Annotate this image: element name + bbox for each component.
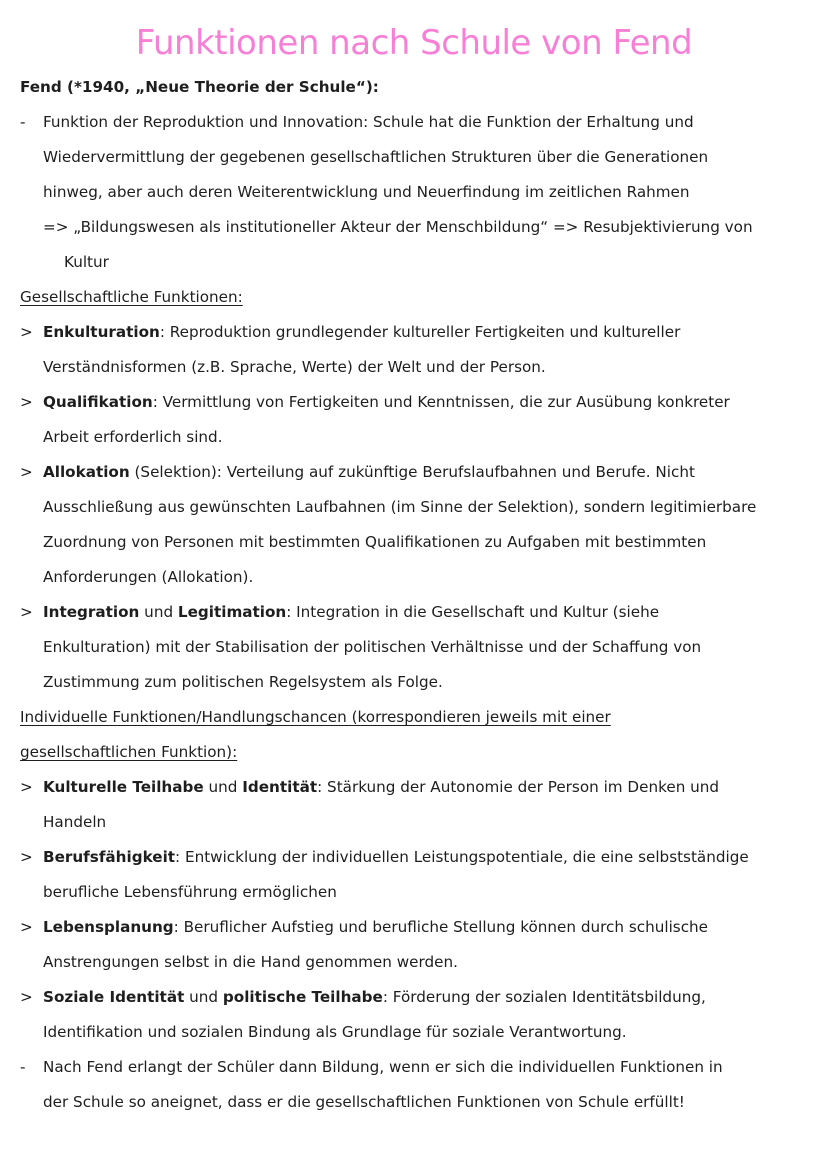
list-marker: > (20, 463, 33, 481)
list-item-first-line (43, 916, 708, 938)
conclusion-line: der Schule so aneignet, dass er die gesellschaftlichen Funktionen von Schule erfüllt! (43, 1093, 685, 1111)
term-joiner: und (184, 988, 223, 1006)
list-item-first-line (43, 776, 719, 798)
term-text: : Vermittlung von Fertigkeiten und Kenntnissen, die zur Ausübung konkreter (152, 393, 730, 411)
term: Legitimation (177, 603, 287, 621)
term: Enkulturation (43, 323, 160, 341)
term-text: : Beruflicher Aufstieg und berufliche Stellung können durch schulische (173, 918, 709, 936)
list-item-line: Verständnisformen (z.B. Sprache, Werte) der Welt und der Person. (43, 358, 546, 376)
intro-line: Funktion der Reproduktion und Innovation: Schule hat die Funktion der Erhaltung und (43, 113, 694, 131)
list-item-first-line (43, 321, 680, 343)
term-joiner: und (203, 778, 243, 796)
conclusion-marker: - (20, 1058, 26, 1076)
term: Integration (43, 603, 140, 621)
term: Allokation (43, 463, 130, 481)
term: politische Teilhabe (222, 988, 383, 1006)
list-item-line: Identifikation und sozialen Bindung als Grundlage für soziale Verantwortung. (43, 1023, 627, 1041)
term-text: : Reproduktion grundlegender kultureller Fertigkeiten und kultureller (159, 323, 681, 341)
list-item-line: berufliche Lebensführung ermöglichen (43, 883, 337, 901)
list-item-line: Anforderungen (Allokation). (43, 568, 254, 586)
list-marker: > (20, 393, 33, 411)
intro-line: hinweg, aber auch deren Weiterentwicklung und Neuerfindung im zeitlichen Rahmen (43, 183, 690, 201)
list-marker: > (20, 603, 33, 621)
list-item-line: Zustimmung zum politischen Regelsystem als Folge. (43, 673, 443, 691)
list-marker: > (20, 988, 33, 1006)
intro-marker: - (20, 113, 26, 131)
heading: Fend (*1940, „Neue Theorie der Schule“): (20, 78, 379, 96)
term: Berufsfähigkeit (43, 848, 176, 866)
term-text: : Förderung der sozialen Identitätsbildung, (382, 988, 706, 1006)
term-text: : Entwicklung der individuellen Leistungspotentiale, die eine selbstständige (175, 848, 749, 866)
list-marker: > (20, 778, 33, 796)
list-marker: > (20, 323, 33, 341)
page-title: Funktionen nach Schule von Fend (135, 23, 693, 63)
list-item-line: Enkulturation) mit der Stabilisation der politischen Verhältnisse und der Schaffung von (43, 638, 702, 656)
list-item-first-line (43, 601, 659, 623)
list-item-first-line (43, 461, 695, 483)
societal-heading: Gesellschaftliche Funktionen: (20, 288, 243, 306)
list-item-first-line (43, 986, 706, 1008)
term: Identität (242, 778, 318, 796)
list-marker: > (20, 848, 33, 866)
list-item-line: Zuordnung von Personen mit bestimmten Qualifikationen zu Aufgaben mit bestimmten (43, 533, 707, 551)
term-text: (Selektion): Verteilung auf zukünftige Berufslaufbahnen und Berufe. Nicht (129, 463, 695, 481)
term: Lebensplanung (43, 918, 174, 936)
term-joiner: und (139, 603, 178, 621)
term: Soziale Identität (43, 988, 185, 1006)
term-text: : Integration in die Gesellschaft und Kultur (siehe (286, 603, 660, 621)
conclusion-line: Nach Fend erlangt der Schüler dann Bildung, wenn er sich die individuellen Funktionen in (43, 1058, 723, 1076)
list-item-line: Handeln (43, 813, 107, 831)
list-item-first-line (43, 391, 730, 413)
term-text: : Stärkung der Autonomie der Person im Denken und (317, 778, 720, 796)
intro-line: => „Bildungswesen als institutioneller Akteur der Menschbildung“ => Resubjektivierung von (43, 218, 753, 236)
individual-heading: gesellschaftlichen Funktion): (20, 743, 238, 761)
term: Qualifikation (43, 393, 153, 411)
list-item-line: Anstrengungen selbst in die Hand genommen werden. (43, 953, 458, 971)
list-item-line: Arbeit erforderlich sind. (43, 428, 223, 446)
intro-line: Kultur (64, 253, 109, 271)
individual-heading: Individuelle Funktionen/Handlungschancen (korrespondieren jeweils mit einer (20, 708, 611, 726)
intro-line: Wiedervermittlung der gegebenen gesellschaftlichen Strukturen über die Generationen (43, 148, 709, 166)
list-item-first-line (43, 846, 749, 868)
term: Kulturelle Teilhabe (43, 778, 204, 796)
list-marker: > (20, 918, 33, 936)
list-item-line: Ausschließung aus gewünschten Laufbahnen (im Sinne der Selektion), sondern legitimierbare (43, 498, 757, 516)
